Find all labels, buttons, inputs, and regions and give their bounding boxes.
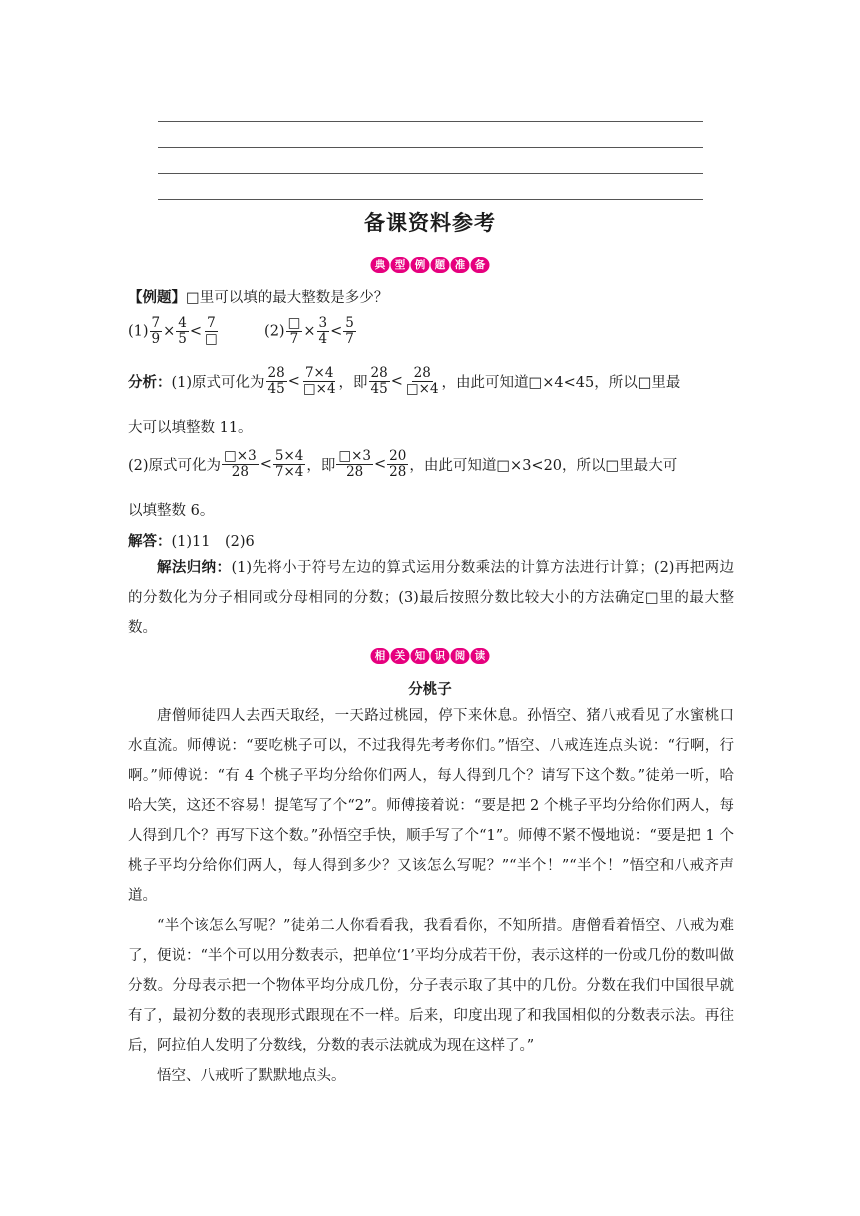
part1-label: (1): [128, 323, 149, 340]
part2-label: (2): [264, 323, 285, 340]
story-paragraph-1: 唐僧师徒四人去西天取经，一天路过桃园，停下来休息。孙悟空、猪八戒看见了水蜜桃口水直流。师傅说：“要吃桃子可以，不过我得先考考你们。”悟空、八戒连连点头说：“行啊，行啊。”师傅说：“有 4 个桃子平均分给你们两人，每人得到几个？请写下这个数。”徒弟一听，哈哈大笑，这还不容易！提笔写了个“2”。师傅接着说：“要是把 2 个桃子平均分给你们两人，每人得到几个？再写下这个数。”孙悟空手快，顺手写了个“1”。师傅不紧不慢地说：“要是把 1 个桃子平均分给你们两人，每人得到多少？又该怎么写呢？”“半个！”“半个！”悟空和八戒齐声道。: [128, 708, 734, 904]
badge2-char: 知: [411, 648, 430, 664]
answer-text: (1)11 (2)6: [171, 534, 255, 550]
answer-rule-3: [158, 173, 703, 174]
answer-line: [128, 530, 734, 551]
badge1-char: 典: [371, 257, 390, 273]
story-title: 分桃子: [408, 682, 452, 698]
answer-rule-1: [158, 121, 703, 122]
badge-typical-examples: [371, 257, 490, 273]
badge2-char: 阅: [451, 648, 470, 664]
story-body: [128, 701, 734, 1091]
badge1-char: 题: [431, 257, 450, 273]
story-paragraph-3: 悟空、八戒听了默默地点头。: [157, 1068, 346, 1084]
method-label: 解法归纳：: [157, 560, 232, 576]
example-tag: 【例题】: [128, 290, 186, 306]
fraction: $\frac{4}{5}$: [178, 315, 187, 347]
answer-rule-2: [158, 147, 703, 148]
method-paragraph: [128, 553, 734, 643]
badge-related-reading: [371, 648, 490, 664]
badge2-char: 读: [471, 648, 490, 664]
fraction: $\frac{7}{9}$: [151, 315, 161, 347]
example-question: [128, 286, 734, 307]
badge1-char: 型: [391, 257, 410, 273]
analysis-line-1: 分析：(1)原式可化为 $\frac{28}{45}$ < $\frac{7\times 4}{□\times 4}$ ，即 $\frac{28}{45}$ < $\frac{28}{□\times 4}$ ，由此可知道□×4<45，所以□里最: [128, 365, 681, 397]
fraction: $\frac{7}{□}$: [205, 315, 218, 347]
badge2-char: 识: [431, 648, 450, 664]
example-expressions: (1) $\frac{7}{9}$ × $\frac{4}{5}$ < $\frac{7}{□}$ (2) $\frac{□}{7}$ × $\frac{3}{4}$ < $\frac{5}{7}$: [128, 315, 354, 347]
analysis-line-2: 大可以填整数 11。: [128, 420, 253, 436]
badge1-char: 备: [471, 257, 490, 273]
analysis-line-4: 以填整数 6。: [128, 503, 215, 519]
fraction: $\frac{□}{7}$: [287, 315, 301, 347]
story-paragraph-2: “半个该怎么写呢？”徒弟二人你看看我，我看看你，不知所措。唐僧看着悟空、八戒为难了，便说：“半个可以用分数表示，把单位‘1’平均分成若干份，表示这样的一份或几份的数叫做分数。分母表示把一个物体平均分成几份，分子表示取了其中的几份。分数在我们中国很早就有了，最初分数的表现形式跟现在不一样。后来，印度出现了和我国相似的分数表示法。再往后，阿拉伯人发明了分数线，分数的表示法就成为现在这样了。”: [128, 918, 734, 1054]
fraction: $\frac{3}{4}$: [318, 315, 328, 347]
fraction: $\frac{5}{7}$: [345, 315, 354, 347]
example-question-text: □里可以填的最大整数是多少？: [186, 290, 389, 306]
answer-label: 解答：: [128, 534, 172, 550]
badge2-char: 相: [371, 648, 390, 664]
analysis-label: 分析：: [128, 375, 172, 391]
badge1-char: 例: [411, 257, 430, 273]
badge2-char: 关: [391, 648, 410, 664]
badge1-char: 准: [451, 257, 470, 273]
section-heading: 备课资料参考: [364, 211, 496, 235]
answer-rule-4: [158, 199, 703, 200]
analysis-line-3: (2)原式可化为 $\frac{□\times 3}{28}$ < $\frac{5\times 4}{7\times 4}$ ，即 $\frac{□\times 3}{28}$ < $\frac{20}{28}$ ，由此可知道□×3<20，所以□里最大可: [128, 448, 678, 480]
method-text: (1)先将小于符号左边的算式运用分数乘法的计算方法进行计算；(2)再把两边的分数化为分子相同或分母相同的分数；(3)最后按照分数比较大小的方法确定□里的最大整数。: [128, 560, 735, 636]
